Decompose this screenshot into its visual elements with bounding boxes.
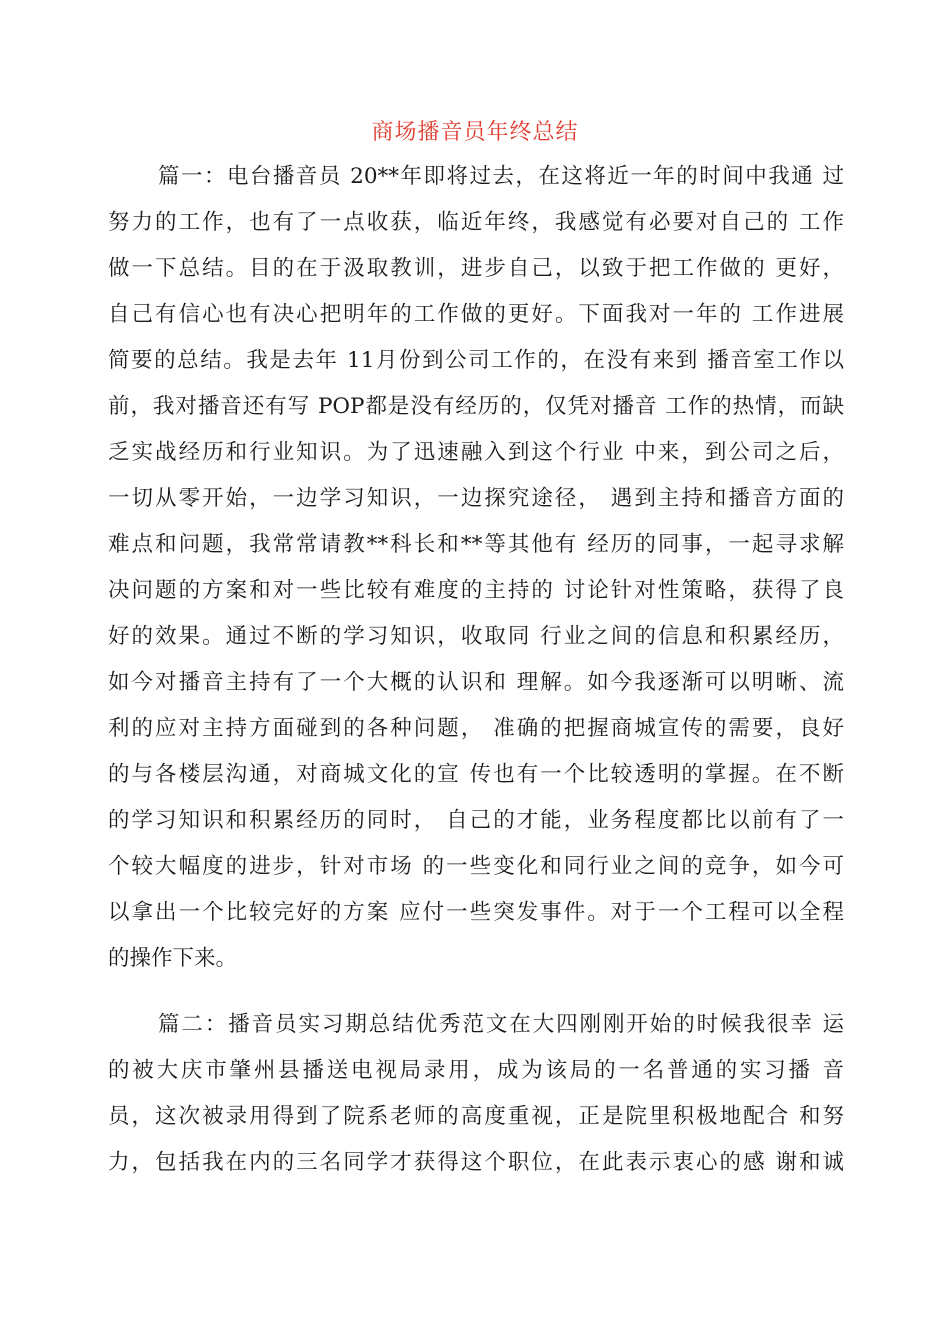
text-line: 的学习知识和积累经历的同时， 自己的才能，业务程度都比以前有了一 (108, 808, 844, 833)
text-line: 力，包括我在内的三名同学才获得这个职位，在此表示衷心的感 谢和诚 (108, 1150, 844, 1175)
text-line: 努力的工作，也有了一点收获，临近年终，我感觉有必要对自己的 工作 (108, 210, 844, 235)
text-line: 篇二：播音员实习期总结优秀范文在大四刚刚开始的时候我很幸 运 (158, 1012, 844, 1037)
text-line: 简要的总结。我是去年 11月份到公司工作的，在没有来到 播音室工作以 (108, 348, 844, 373)
text-line: 以拿出一个比较完好的方案 应付一些突发事件。对于一个工程可以全程 (108, 900, 844, 925)
document-title: 商场播音员年终总结 (371, 120, 579, 145)
text-line: 的操作下来。 (108, 946, 238, 971)
text-line: 做一下总结。目的在于汲取教训，进步自己，以致于把工作做的 更好， (108, 256, 844, 281)
document-body (108, 154, 844, 1186)
paragraph-1 (108, 154, 844, 982)
text-line: 难点和问题，我常常请教**科长和**等其他有 经历的同事，一起寻求解 (108, 532, 844, 557)
text-line: 好的效果。通过不断的学习知识，收取同 行业之间的信息和积累经历， (108, 624, 844, 649)
text-line: 个较大幅度的进步，针对市场 的一些变化和同行业之间的竞争，如今可 (108, 854, 844, 879)
paragraph-spacer (108, 982, 844, 1002)
text-line: 前，我对播音还有写 POP都是没有经历的，仅凭对播音 工作的热情，而缺 (108, 394, 844, 419)
text-line: 利的应对主持方面碰到的各种问题， 准确的把握商城宣传的需要，良好 (108, 716, 844, 741)
text-line: 决问题的方案和对一些比较有难度的主持的 讨论针对性策略，获得了良 (108, 578, 844, 603)
paragraph-2 (108, 1002, 844, 1186)
text-line: 一切从零开始，一边学习知识，一边探究途径， 遇到主持和播音方面的 (108, 486, 844, 511)
text-line: 员，这次被录用得到了院系老师的高度重视，正是院里积极地配合 和努 (108, 1104, 844, 1129)
text-line: 如今对播音主持有了一个大概的认识和 理解。如今我逐渐可以明晰、流 (108, 670, 844, 695)
text-line: 的与各楼层沟通，对商城文化的宣 传也有一个比较透明的掌握。在不断 (108, 762, 844, 787)
text-line: 的被大庆市肇州县播送电视局录用，成为该局的一名普通的实习播 音 (108, 1058, 844, 1083)
text-line: 篇一：电台播音员 20**年即将过去，在这将近一年的时间中我通 过 (158, 164, 844, 189)
text-line: 乏实战经历和行业知识。为了迅速融入到这个行业 中来，到公司之后， (108, 440, 844, 465)
text-line: 自己有信心也有决心把明年的工作做的更好。下面我对一年的 工作进展 (108, 302, 844, 327)
